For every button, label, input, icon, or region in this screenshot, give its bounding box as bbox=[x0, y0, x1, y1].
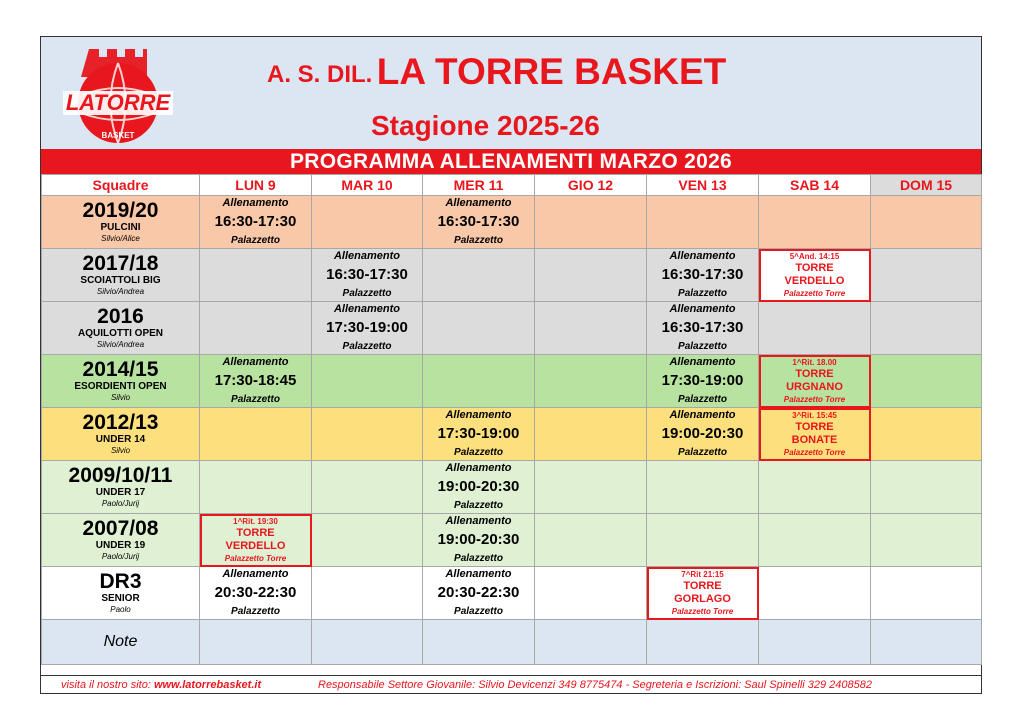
empty-cell bbox=[871, 196, 982, 249]
team-cell bbox=[42, 514, 200, 567]
match-venue: Palazzetto Torre bbox=[783, 447, 846, 457]
training-cell: Allenamento 17:30-19:00 Palazzetto bbox=[423, 408, 535, 461]
match-team: TORRE bbox=[795, 367, 834, 380]
team-row bbox=[42, 514, 982, 567]
empty-cell bbox=[871, 355, 982, 408]
notes-cell bbox=[200, 620, 312, 665]
empty-cell bbox=[200, 249, 312, 302]
team-year: 2017/18 bbox=[82, 252, 159, 275]
team-coaches: Silvio bbox=[110, 393, 131, 402]
notes-cell bbox=[647, 620, 759, 665]
empty-cell bbox=[759, 567, 871, 620]
match-venue: Palazzetto Torre bbox=[783, 394, 846, 404]
training-time: 17:30-18:45 bbox=[214, 372, 297, 389]
team-coaches: Silvio/Andrea bbox=[96, 340, 145, 349]
team-row bbox=[42, 355, 982, 408]
training-cell: Allenamento 16:30-17:30 Palazzetto bbox=[312, 249, 423, 302]
training-time: 17:30-19:00 bbox=[326, 319, 408, 336]
empty-cell bbox=[312, 514, 423, 567]
empty-cell bbox=[759, 302, 871, 355]
col-header-fri: VEN 13 bbox=[647, 175, 759, 196]
footer-visit: visita il nostro sito: www.latorrebasket.it bbox=[61, 679, 262, 691]
match-team: TORRE bbox=[683, 579, 722, 592]
notes-cell bbox=[759, 620, 871, 665]
schedule-table bbox=[41, 174, 982, 665]
team-year: 2009/10/11 bbox=[68, 464, 173, 487]
training-cell: Allenamento 19:00-20:30 Palazzetto bbox=[423, 461, 535, 514]
training-time: 19:00-20:30 bbox=[437, 478, 520, 495]
col-header-thu: GIO 12 bbox=[535, 175, 647, 196]
svg-text:BASKET: BASKET bbox=[101, 131, 135, 140]
training-time: 17:30-19:00 bbox=[437, 425, 520, 442]
notes-cell bbox=[423, 620, 535, 665]
training-cell: Allenamento 20:30-22:30 Palazzetto bbox=[200, 567, 312, 620]
training-cell: Allenamento 16:30-17:30 Palazzetto bbox=[200, 196, 312, 249]
empty-cell bbox=[312, 461, 423, 514]
empty-cell bbox=[647, 196, 759, 249]
team-cell bbox=[42, 567, 200, 620]
match-team: TORRE bbox=[236, 526, 275, 539]
match-venue: Palazzetto Torre bbox=[671, 606, 734, 616]
training-time: 19:00-20:30 bbox=[661, 425, 744, 442]
empty-cell bbox=[535, 408, 647, 461]
match-venue: Palazzetto Torre bbox=[224, 553, 287, 563]
training-time: 20:30-22:30 bbox=[214, 584, 297, 601]
empty-cell bbox=[312, 567, 423, 620]
match-cell bbox=[759, 355, 871, 408]
notes-row bbox=[42, 620, 982, 665]
empty-cell bbox=[871, 249, 982, 302]
empty-cell bbox=[647, 461, 759, 514]
empty-cell bbox=[535, 514, 647, 567]
notes-cell bbox=[871, 620, 982, 665]
training-time: 19:00-20:30 bbox=[437, 531, 520, 548]
team-coaches: Silvio/Alice bbox=[101, 234, 140, 243]
match-opponent: BONATE bbox=[791, 433, 838, 446]
training-time: 20:30-22:30 bbox=[437, 584, 520, 601]
empty-cell bbox=[535, 567, 647, 620]
header-row bbox=[42, 175, 982, 196]
empty-cell bbox=[312, 408, 423, 461]
team-category: PULCINI bbox=[100, 222, 141, 233]
match-venue: Palazzetto Torre bbox=[783, 288, 846, 298]
notes-label: Note bbox=[103, 633, 138, 650]
team-category: SENIOR bbox=[101, 593, 140, 604]
training-cell: Allenamento 19:00-20:30 Palazzetto bbox=[647, 408, 759, 461]
schedule-banner: PROGRAMMA ALLENAMENTI MARZO 2026 bbox=[41, 149, 981, 174]
match-opponent: VERDELLO bbox=[225, 539, 286, 552]
training-cell: Allenamento 20:30-22:30 Palazzetto bbox=[423, 567, 535, 620]
training-cell: Allenamento 17:30-19:00 Palazzetto bbox=[312, 302, 423, 355]
team-row bbox=[42, 567, 982, 620]
col-header-sat: SAB 14 bbox=[759, 175, 871, 196]
match-team: TORRE bbox=[795, 420, 834, 433]
match-opponent: GORLAGO bbox=[674, 592, 731, 605]
training-cell: Allenamento 19:00-20:30 Palazzetto bbox=[423, 514, 535, 567]
training-time: 16:30-17:30 bbox=[326, 266, 408, 283]
team-cell bbox=[42, 355, 200, 408]
training-time: 16:30-17:30 bbox=[661, 319, 744, 336]
training-cell: Allenamento 17:30-18:45 Palazzetto bbox=[200, 355, 312, 408]
club-name: LA TORRE BASKET bbox=[376, 51, 727, 92]
match-cell bbox=[200, 514, 312, 567]
team-cell bbox=[42, 461, 200, 514]
team-category: UNDER 19 bbox=[95, 540, 146, 551]
svg-text:LATORRE: LATORRE bbox=[65, 90, 171, 115]
team-coaches: Paolo/Jurij bbox=[101, 552, 140, 561]
website-link[interactable]: www.latorrebasket.it bbox=[153, 679, 262, 691]
team-category: UNDER 14 bbox=[95, 434, 146, 445]
notes-cell bbox=[535, 620, 647, 665]
training-time: 16:30-17:30 bbox=[214, 213, 297, 230]
club-title bbox=[267, 51, 726, 93]
empty-cell bbox=[871, 302, 982, 355]
team-row bbox=[42, 196, 982, 249]
training-cell: Allenamento 17:30-19:00 Palazzetto bbox=[647, 355, 759, 408]
match-cell bbox=[759, 408, 871, 461]
team-cell bbox=[42, 196, 200, 249]
team-year: 2007/08 bbox=[82, 517, 159, 540]
team-row bbox=[42, 461, 982, 514]
team-coaches: Paolo/Jurij bbox=[101, 499, 140, 508]
training-time: 16:30-17:30 bbox=[661, 266, 744, 283]
team-category: AQUILOTTI OPEN bbox=[78, 328, 163, 339]
match-cell bbox=[647, 567, 759, 620]
empty-cell bbox=[535, 196, 647, 249]
empty-cell bbox=[871, 461, 982, 514]
header bbox=[41, 37, 981, 149]
training-time: 16:30-17:30 bbox=[437, 213, 520, 230]
empty-cell bbox=[759, 196, 871, 249]
col-header-wed: MER 11 bbox=[423, 175, 535, 196]
match-info: 3^Rit. 15:45 bbox=[792, 410, 837, 420]
training-cell: Allenamento 16:30-17:30 Palazzetto bbox=[423, 196, 535, 249]
empty-cell bbox=[535, 302, 647, 355]
team-coaches: Silvio bbox=[110, 446, 131, 455]
team-category: UNDER 17 bbox=[95, 487, 146, 498]
match-info: 1^Rit. 18.00 bbox=[792, 357, 837, 367]
empty-cell bbox=[423, 302, 535, 355]
empty-cell bbox=[200, 302, 312, 355]
empty-cell bbox=[871, 408, 982, 461]
schedule-sheet bbox=[40, 36, 982, 694]
club-logo bbox=[59, 43, 177, 147]
empty-cell bbox=[312, 196, 423, 249]
match-team: TORRE bbox=[795, 261, 834, 274]
empty-cell bbox=[535, 249, 647, 302]
team-row bbox=[42, 249, 982, 302]
notes-cell bbox=[312, 620, 423, 665]
club-prefix: A. S. DIL. bbox=[267, 61, 373, 88]
match-opponent: VERDELLO bbox=[784, 274, 845, 287]
empty-cell bbox=[871, 514, 982, 567]
footer-contacts: Responsabile Settore Giovanile: Silvio Devicenzi 349 8775474 - Segreteria e Iscrizioni: Saul Spinelli 329 2408582 bbox=[318, 679, 873, 691]
empty-cell bbox=[312, 355, 423, 408]
col-header-mon: LUN 9 bbox=[200, 175, 312, 196]
team-year: 2014/15 bbox=[82, 358, 159, 381]
col-header-teams: Squadre bbox=[42, 175, 200, 196]
match-info: 5^And. 14:15 bbox=[789, 251, 840, 261]
empty-cell bbox=[647, 514, 759, 567]
team-row bbox=[42, 408, 982, 461]
empty-cell bbox=[871, 567, 982, 620]
empty-cell bbox=[759, 461, 871, 514]
team-coaches: Silvio/Andrea bbox=[96, 287, 145, 296]
match-opponent: URGNANO bbox=[786, 380, 843, 393]
match-info: 1^Rit. 19:30 bbox=[233, 516, 278, 526]
footer bbox=[41, 675, 981, 695]
empty-cell bbox=[200, 461, 312, 514]
empty-cell bbox=[200, 408, 312, 461]
team-year: 2012/13 bbox=[82, 411, 159, 434]
team-cell bbox=[42, 249, 200, 302]
empty-cell bbox=[535, 461, 647, 514]
team-category: ESORDIENTI OPEN bbox=[74, 381, 167, 392]
empty-cell bbox=[535, 355, 647, 408]
empty-cell bbox=[423, 249, 535, 302]
season-title: Stagione 2025-26 bbox=[371, 110, 600, 141]
team-year: 2016 bbox=[97, 305, 144, 328]
empty-cell bbox=[759, 514, 871, 567]
team-cell bbox=[42, 408, 200, 461]
training-cell: Allenamento 16:30-17:30 Palazzetto bbox=[647, 302, 759, 355]
team-coaches: Paolo bbox=[110, 605, 131, 614]
training-time: 17:30-19:00 bbox=[661, 372, 744, 389]
match-info: 7^Rit 21:15 bbox=[681, 569, 724, 579]
notes-label-cell bbox=[42, 620, 200, 665]
empty-cell bbox=[423, 355, 535, 408]
col-header-sun: DOM 15 bbox=[871, 175, 982, 196]
team-cell bbox=[42, 302, 200, 355]
team-category: SCOIATTOLI BIG bbox=[80, 275, 161, 286]
col-header-tue: MAR 10 bbox=[312, 175, 423, 196]
team-year: DR3 bbox=[99, 570, 142, 593]
team-row bbox=[42, 302, 982, 355]
team-year: 2019/20 bbox=[82, 199, 159, 222]
training-cell: Allenamento 16:30-17:30 Palazzetto bbox=[647, 249, 759, 302]
match-cell bbox=[759, 249, 871, 302]
